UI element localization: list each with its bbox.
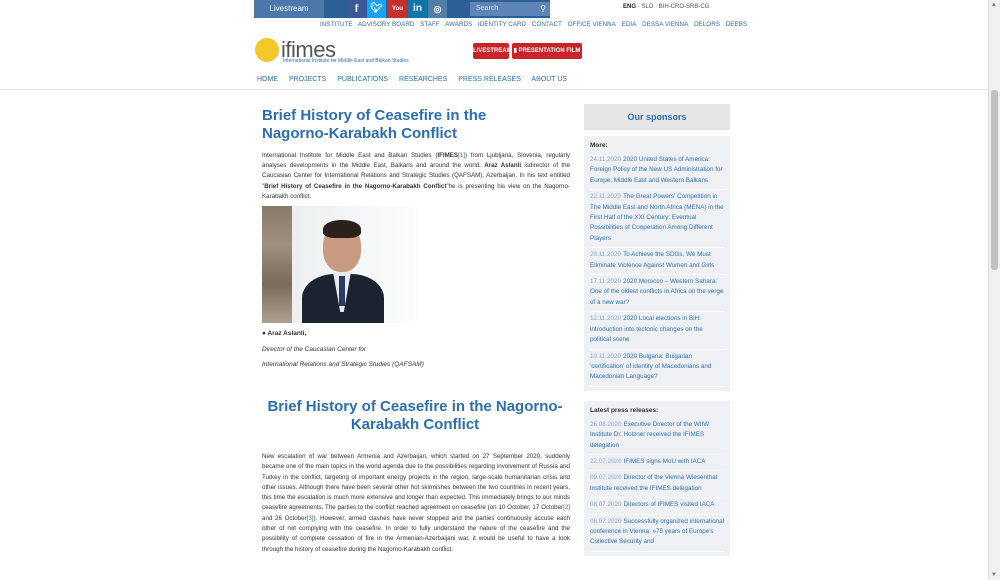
- scroll-down-icon[interactable]: ▼: [991, 572, 997, 578]
- intro-part-c: isdirector of the Caucasian Center for International Relations and Strategic Studies (QAFSAM), Azerbaijan. In his text entitled ": [262, 162, 570, 190]
- caption-name: ● Araz Aslanli,: [262, 330, 307, 337]
- author-photo: [262, 206, 418, 323]
- more-box: [584, 136, 730, 391]
- topnav-identity-card[interactable]: IDENTITY CARD: [477, 21, 527, 28]
- topnav-delors[interactable]: DELORS: [694, 21, 720, 28]
- language-switcher[interactable]: [623, 4, 709, 10]
- item-date: 09.07.2020: [590, 474, 622, 482]
- twitter-icon[interactable]: 🐦︎: [367, 0, 386, 18]
- body-part-c: ). However, armed clashes have never stopped and the parties continuously accuse each other of not complying with the ceasefire. In order to fully understand the nature of the ceasefire and the possibility of complete cessation of fire in the Armenian-Azerbaijani war, it would be useful to have a look through the history of ceasefire during the Nagorno-Karabakh conflict.: [262, 514, 570, 553]
- more-heading: More:: [590, 142, 608, 149]
- list-item[interactable]: [590, 275, 724, 312]
- footnote-link-1[interactable]: [1]: [458, 152, 465, 159]
- article-subtitle: Brief History of Ceasefire in the Nagorno-Karabakh Conflict: [267, 398, 563, 433]
- intro-author: Araz Aslanli: [484, 162, 522, 170]
- topnav-edia[interactable]: EDIA: [621, 21, 637, 28]
- item-date: 12.11.2020: [590, 315, 622, 323]
- topnav-office-vienna[interactable]: OFFICE VIENNA: [567, 21, 616, 28]
- vertical-scrollbar[interactable]: [988, 0, 1000, 580]
- item-date: 08.07.2020: [590, 501, 622, 509]
- press-box: [584, 401, 730, 556]
- facebook-icon[interactable]: f: [347, 0, 366, 18]
- item-date: 20.11.2020: [590, 251, 622, 259]
- item-link[interactable]: 2020 Bulgaria: Bulgarian 'certification' of identity of Macedonians and Macedonian Language?: [590, 352, 712, 381]
- item-link[interactable]: 2020 United States of America: Foreign Policy of the New US Administration for Europe, Middle East and Western Balkans: [590, 156, 723, 184]
- item-link[interactable]: Directors of IFIMES visited IACA: [623, 501, 715, 509]
- topnav-advisory-board[interactable]: ADVISORY BOARD: [357, 21, 415, 28]
- nav-divider: [0, 89, 988, 90]
- presentation-film-button[interactable]: [512, 43, 582, 59]
- item-date: 24.11.2020: [590, 156, 622, 163]
- item-date: 22.11.2020: [590, 193, 622, 201]
- nav-publications[interactable]: PUBLICATIONS: [337, 76, 389, 83]
- item-link[interactable]: To Achieve the SDGs, We Must Eliminate Violence Against Women and Girls: [590, 251, 715, 269]
- main-navigation: [257, 76, 576, 83]
- topnav-deebs[interactable]: DEEBS: [725, 21, 748, 28]
- logo-subtitle: International Institute for Middle East and Balkan Studies: [283, 58, 409, 64]
- intro-part-a: International Institute for Middle East and Balkan Studies (: [262, 152, 438, 159]
- topnav-staff[interactable]: STAFF: [420, 21, 440, 28]
- nav-about-us[interactable]: ABOUT US: [531, 76, 568, 83]
- nav-press-releases[interactable]: PRESS RELEASES: [458, 76, 521, 83]
- list-item[interactable]: [590, 418, 724, 455]
- list-item[interactable]: [590, 498, 724, 514]
- scrollbar-thumb[interactable]: [991, 90, 998, 270]
- item-date: 08.07.2020: [590, 517, 622, 525]
- item-date: 22.07.2020: [590, 457, 622, 465]
- article-intro: [262, 151, 570, 202]
- list-item[interactable]: [590, 248, 724, 275]
- body-part-a: New escalation of war between Armenia and Azerbaijan, which started on 27 September 2020, suddenly became one of the main topics in the world agenda due to the possibilities regarding involvement of Russia and Turkey in the conflict, targeting of important energy projects in the region, large-scale humanitarian crisis and other issues. Although there have been several other hot skirmishes between the two countries in recent years, this time the escalation is much more extensive and longer than expected. This immediately brings to our minds ceasefire agreements. The parties to the conflict reached agreement on ceasefire (on 10 October, 17 October: [262, 453, 570, 512]
- instagram-icon[interactable]: ◎: [428, 0, 447, 18]
- caption-role-line1: Director of the Caucasian Center for: [262, 346, 367, 353]
- nav-researches[interactable]: RESEARCHES: [399, 76, 448, 83]
- body-part-b: and 26 October: [262, 514, 307, 522]
- list-item[interactable]: [590, 471, 724, 498]
- footnote-link-3[interactable]: [3]: [306, 514, 314, 522]
- item-link[interactable]: Successfully organized international conference in Vienna: »75 years of Europe's Collective Security and: [590, 517, 724, 546]
- item-link[interactable]: Executive Director of the WIIW Institute Dr. Holzner received the IFIMES delegation: [590, 420, 710, 449]
- linkedin-icon[interactable]: in: [408, 0, 427, 18]
- livestream-button[interactable]: LIVESTREAM: [473, 43, 509, 59]
- topnav-dessa-vienna[interactable]: DESSA VIENNA: [642, 21, 689, 28]
- intro-part-d: "he is presenting his view on the Nagorno-Karabakh conflict.: [262, 182, 570, 200]
- language-current[interactable]: ENG: [623, 4, 637, 10]
- item-link[interactable]: 2020 Morocco – Western Sahara: One of the oldest conflicts in Africa on the verge of a new war?: [590, 278, 724, 306]
- item-link[interactable]: Director of the Vienna Wiesenthal Institute received the IFIMES delegation: [590, 474, 718, 492]
- search-icon[interactable]: ⚲: [540, 4, 546, 13]
- list-item[interactable]: [590, 190, 724, 248]
- list-item[interactable]: [590, 455, 724, 471]
- topnav-awards[interactable]: AWARDS: [445, 21, 473, 28]
- list-item[interactable]: [590, 153, 724, 190]
- item-date: 17.11.2020: [590, 278, 622, 286]
- logo-icon[interactable]: [255, 38, 279, 62]
- logo-name[interactable]: ifimes: [281, 37, 336, 62]
- article-body: [262, 452, 570, 555]
- nav-home[interactable]: HOME: [257, 76, 278, 83]
- item-date: 10.11.2020: [590, 352, 622, 360]
- search-placeholder: Search: [476, 5, 499, 12]
- sidebar: [584, 104, 730, 556]
- nav-projects[interactable]: PROJECTS: [288, 76, 327, 83]
- film-icon: ▮: [513, 48, 519, 54]
- list-item[interactable]: [590, 312, 724, 349]
- top-bar: [0, 0, 1000, 18]
- youtube-icon[interactable]: You: [388, 0, 407, 18]
- caption-role-line2: International Relations and Strategic Studies (QAFSAM): [262, 361, 424, 368]
- search-input[interactable]: [470, 2, 550, 16]
- intro-org: IFIMES: [437, 152, 459, 159]
- press-heading: Latest press releases:: [590, 406, 659, 414]
- item-date: 26.08.2020: [590, 420, 622, 428]
- language-others[interactable]: · SLO · BIH-CRO-SRB-CG: [636, 4, 710, 10]
- livestream-top-link[interactable]: Livestream: [254, 0, 324, 18]
- topnav-institute[interactable]: INSTITUTE: [320, 21, 353, 28]
- item-link[interactable]: 2020 Local elections in BiH: introduction into tectonic changes on the political scene: [590, 315, 703, 344]
- item-link[interactable]: The Great Powers' Competition in The Middle East and North Africa (MENA) in the First Half of the XXI Century: Eventual Possibilities of Cooperation Among Different Players: [590, 193, 724, 242]
- intro-text-title: Brief History of Ceasefire in the Nagorno-Karabakh Conflict: [264, 182, 447, 190]
- scroll-up-icon[interactable]: ▲: [991, 2, 997, 8]
- topnav-contact[interactable]: CONTACT: [531, 21, 562, 28]
- item-link[interactable]: IFIMES signs MoU with IACA: [623, 457, 706, 465]
- intro-part-b: ) from Ljubljana, Slovenia, regularly analyses developments in the Middle East, Balkans and around the world.: [262, 152, 570, 170]
- list-item[interactable]: [590, 350, 724, 387]
- presentation-film-label: PRESENTATION FILM: [518, 48, 581, 54]
- footnote-link-2[interactable]: [2]: [563, 504, 570, 512]
- article-title: Brief History of Ceasefire in the Nagorno-Karabakh Conflict: [262, 107, 487, 142]
- list-item[interactable]: [590, 515, 724, 552]
- top-navigation: [320, 21, 751, 28]
- sponsors-heading: Our sponsors: [584, 104, 730, 130]
